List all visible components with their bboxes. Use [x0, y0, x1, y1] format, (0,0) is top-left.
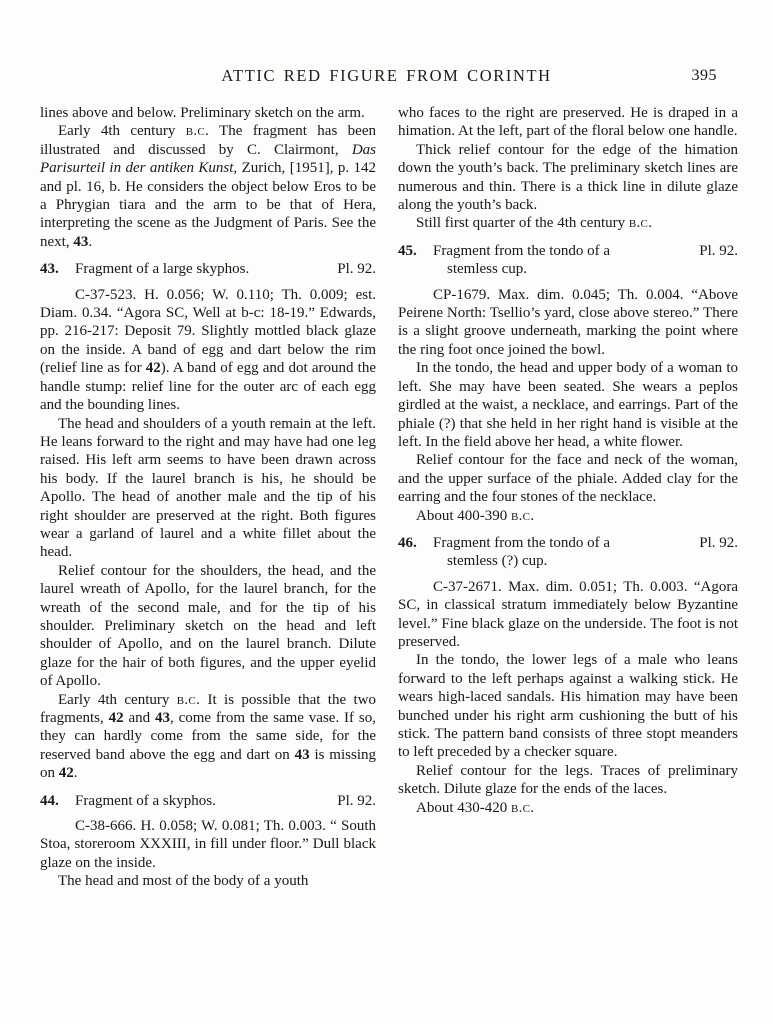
text-run: ). A band of egg and dot around the handle stump: relief line for the outer arc of each egg and the bounding lines. [40, 360, 376, 414]
text-run: and [123, 710, 155, 726]
entry-title-line: Fragment from the tondo of a [433, 534, 611, 551]
paragraph [40, 872, 376, 890]
text-run: , Zurich, [1951], p. 142 and pl. 16, b. He considers the object below Eros to be a Phrygian tiara and the arm to be that of Hera, interpreting the scene as the Judgment of Paris. See the next, [40, 160, 376, 250]
entry-heading [40, 260, 376, 278]
column-left [40, 104, 376, 891]
text-run: Relief contour for the face and neck of the woman, and the upper surface of the phiale. Added clay for the earring and the four stones of the necklace. [398, 452, 738, 506]
entry-title [433, 534, 699, 571]
text-run: Relief contour for the shoulders, the head, and the laurel wreath of Apollo, for the laurel branch, for the wreath of the second male, and for the tip of his shoulder. Preliminary sketch on the head and left shoulder of Apollo, and on the laurel branch. Dilute glaze for the hair of both figures, and the upper eyelid of Apollo. [40, 562, 376, 690]
catalog-number-ref: 43 [73, 233, 89, 250]
entry-number: 45. [398, 242, 417, 259]
catalog-number-ref: 42 [108, 710, 124, 726]
paragraph [40, 415, 376, 562]
paragraph [398, 762, 738, 799]
text-run: Relief contour for the legs. Traces of preliminary sketch. Dilute glaze for the ends of the laces. [398, 762, 738, 798]
entry-title-line: Fragment of a large skyphos. [75, 261, 250, 278]
text-run: CP-1679. Max. dim. 0.045; Th. 0.004. “Above Peirene North: Tsellio’s yard, close above stereo.” There is a slight groove underneath, marking the point where the ring foot once joined the bowl. [398, 286, 738, 358]
plate-reference: Pl. 92. [699, 534, 738, 551]
entry-title [75, 792, 337, 810]
catalog-number-ref: 42 [145, 360, 161, 377]
text-run: Early 4th century [58, 691, 177, 708]
text-run: It is possible that the two fragments, [40, 691, 376, 726]
paragraph [40, 122, 376, 251]
text-run: C-37-523. H. 0.056; W. 0.110; Th. 0.009; est. Diam. 0.34. “Agora SC, Well at b-c: 18-19.” Edwards, pp. 216-217: Deposit 79. Slightly mottled black glaze on the inside. A band of egg and dart below the rim (relief line as for [40, 286, 376, 377]
catalog-number-ref: 43 [294, 746, 310, 763]
text-run: About 400-390 [416, 507, 511, 524]
text-run: who faces to the right are preserved. He is draped in a himation. At the left, part of the floral below one handle. [398, 105, 738, 140]
entry-number: 44. [40, 792, 59, 809]
paragraph [398, 286, 738, 360]
page-title: ATTIC RED FIGURE FROM CORINTH [221, 66, 552, 85]
era-abbreviation: b.c. [628, 215, 653, 232]
paragraph [398, 507, 738, 525]
era-abbreviation: b.c. [511, 507, 535, 524]
paragraph [40, 286, 376, 415]
work-title-italic: Das Parisurteil in der antiken Kunst [40, 141, 376, 177]
entry-number: 46. [398, 534, 417, 551]
era-abbreviation: b.c. [176, 691, 201, 708]
catalog-number-ref: 43 [154, 710, 170, 726]
text-run: In the tondo, the head and upper body of a woman to left. She may have been seated. She wears a peplos girdled at the waist, a necklace, and earrings. Part of the phiale (?) that she held in her right hand is visible at the left. In the field above her head, a white flower. [398, 360, 738, 450]
era-abbreviation: b.c. [185, 123, 210, 140]
text-run: The head and shoulders of a youth remain at the left. He leans forward to the right and may have had one leg raised. His left arm seems to have been drawn across his body. If the laurel branch is his, he should be Apollo. The head of another male and the tip of his right shoulder are preserved at the right. Both figures wear a garland of laurel and a white fillet about the head. [40, 415, 376, 561]
catalog-number-ref: 42 [58, 765, 74, 782]
text-run: Early 4th century [58, 123, 186, 140]
entry-number: 43. [40, 261, 59, 278]
page-number: 395 [691, 67, 717, 84]
paragraph [398, 214, 738, 232]
paragraph [40, 562, 376, 691]
era-abbreviation: b.c. [511, 799, 535, 816]
plate-reference: Pl. 92. [337, 792, 376, 809]
text-run: In the tondo, the lower legs of a male who leans forward to the left perhaps against a walking stick. He wears high-laced sandals. His himation may have been bunched under his right arm cushioning the butt of his stick. The pattern band consists of three stopt meanders to left preceded by a checker square. [398, 652, 738, 761]
paragraph [398, 799, 738, 817]
text-run: The fragment has been illustrated and discussed by C. Clairmont, [40, 123, 376, 158]
paragraph [40, 691, 376, 783]
text-run: C-38-666. H. 0.058; W. 0.081; Th. 0.003. “ South Stoa, storeroom XXXIII, in fill under floor.” Dull black glaze on the inside. [40, 818, 376, 871]
text-run: , come from the same vase. If so, they can hardly come from the same side, for the reserved band above the egg and dart on [40, 710, 376, 763]
plate-reference: Pl. 92. [699, 242, 738, 259]
paragraph [40, 104, 376, 122]
entry-title-line: stemless cup. [447, 261, 527, 278]
text-run: Thick relief contour for the edge of the himation down the youth’s back. The preliminary sketch lines are numerous and thin. There is a thick line in dilute glaze along the youth’s back. [398, 141, 738, 214]
text-run: lines above and below. Preliminary sketch on the arm. [40, 105, 365, 121]
text-run: Still first quarter of the 4th century [416, 215, 629, 232]
entry-title [433, 242, 699, 279]
entry-heading [398, 242, 738, 279]
paragraph [40, 817, 376, 872]
paragraph [398, 359, 738, 451]
page-header [0, 66, 773, 90]
text-run: C-37-2671. Max. dim. 0.051; Th. 0.003. “Agora SC, in classical stratum immediately below Byzantine level.” Fine black glaze on the underside. The foot is not preserved. [398, 578, 738, 650]
text-run: . [73, 765, 78, 782]
entry-title-line: Fragment of a skyphos. [75, 792, 216, 809]
plate-reference: Pl. 92. [337, 261, 376, 278]
column-right [398, 104, 738, 817]
text-run: The head and most of the body of a youth [58, 873, 309, 890]
entry-title-line: stemless (?) cup. [447, 553, 548, 570]
entry-title-line: Fragment from the tondo of a [433, 242, 611, 259]
paragraph [398, 578, 738, 652]
paragraph [398, 451, 738, 506]
paragraph [398, 651, 738, 761]
entry-heading [40, 792, 376, 810]
entry-heading [398, 534, 738, 571]
text-run: . [88, 233, 93, 250]
paragraph [398, 104, 738, 141]
paragraph [398, 141, 738, 215]
text-run: is missing on [40, 746, 376, 782]
text-run: About 430-420 [416, 799, 511, 816]
entry-title [75, 260, 337, 278]
